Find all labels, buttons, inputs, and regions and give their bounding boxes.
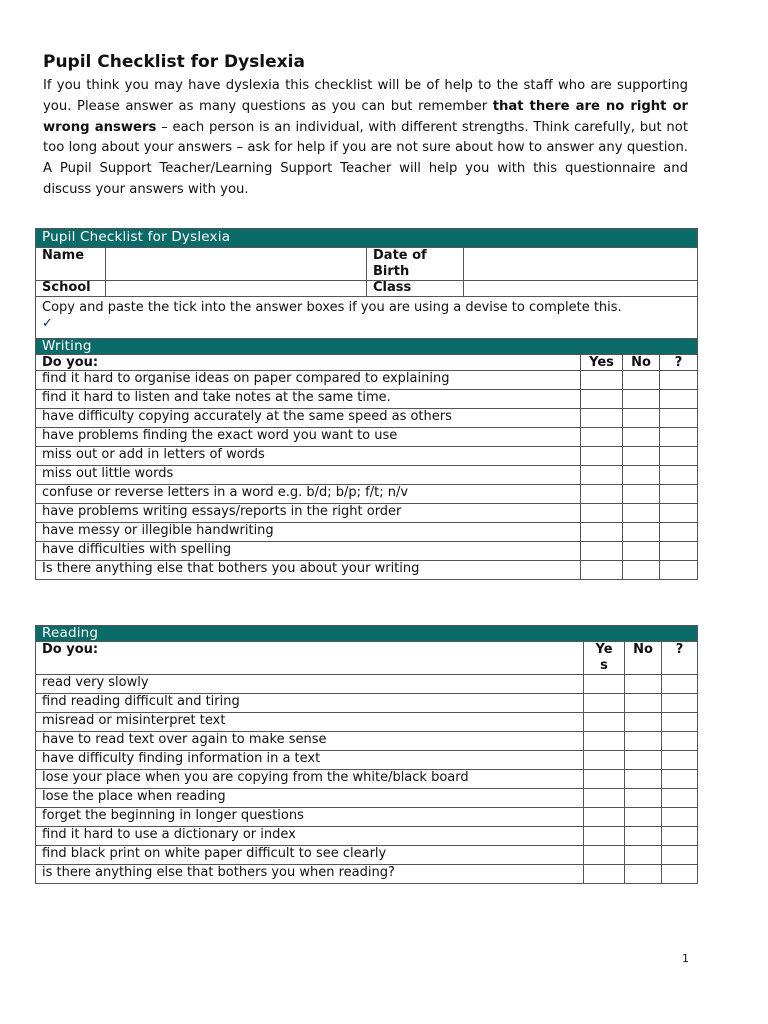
writing-yes-answer-box[interactable] xyxy=(581,542,623,561)
reading-no-answer-box[interactable] xyxy=(625,827,662,846)
writing-yes-answer-box[interactable] xyxy=(581,390,623,409)
school-label: School xyxy=(36,281,106,297)
reading-no-header: No xyxy=(625,642,662,675)
reading-question-text: forget the beginning in longer questions xyxy=(36,808,584,827)
writing-no-answer-box[interactable] xyxy=(623,390,660,409)
writing-no-answer-box[interactable] xyxy=(623,542,660,561)
writing-section-title: Writing xyxy=(36,339,698,355)
writing-unsure-answer-box[interactable] xyxy=(660,542,698,561)
writing-question-row xyxy=(36,371,698,390)
writing-unsure-answer-box[interactable] xyxy=(660,371,698,390)
dob-field[interactable] xyxy=(464,248,698,281)
writing-unsure-answer-box[interactable] xyxy=(660,561,698,580)
school-class-row xyxy=(36,281,698,297)
page-number: 1 xyxy=(682,952,689,965)
reading-question-row xyxy=(36,732,698,751)
writing-question-row xyxy=(36,428,698,447)
reading-no-answer-box[interactable] xyxy=(625,713,662,732)
writing-question-header: Do you: xyxy=(36,355,581,371)
reading-unsure-answer-box[interactable] xyxy=(662,770,698,789)
reading-yes-header: Yes xyxy=(584,642,625,675)
reading-unsure-answer-box[interactable] xyxy=(662,675,698,694)
reading-yes-answer-box[interactable] xyxy=(584,789,625,808)
writing-no-answer-box[interactable] xyxy=(623,523,660,542)
instruction-text: Copy and paste the tick into the answer boxes if you are using a devise to complete this. xyxy=(42,300,622,315)
writing-header-row xyxy=(36,355,698,371)
reading-question-row xyxy=(36,675,698,694)
writing-unsure-header: ? xyxy=(660,355,698,371)
reading-question-header: Do you: xyxy=(36,642,584,675)
reading-unsure-answer-box[interactable] xyxy=(662,694,698,713)
school-field[interactable] xyxy=(106,281,367,297)
reading-question-row xyxy=(36,789,698,808)
reading-question-row xyxy=(36,713,698,732)
reading-question-row xyxy=(36,751,698,770)
writing-no-answer-box[interactable] xyxy=(623,504,660,523)
reading-question-row xyxy=(36,865,698,884)
writing-question-row xyxy=(36,409,698,428)
reading-question-text: lose your place when you are copying from the white/black board xyxy=(36,770,584,789)
name-field[interactable] xyxy=(106,248,367,281)
writing-yes-answer-box[interactable] xyxy=(581,504,623,523)
instruction-row xyxy=(36,297,698,339)
reading-unsure-answer-box[interactable] xyxy=(662,846,698,865)
writing-yes-header: Yes xyxy=(581,355,623,371)
class-field[interactable] xyxy=(464,281,698,297)
writing-no-answer-box[interactable] xyxy=(623,561,660,580)
reading-unsure-answer-box[interactable] xyxy=(662,789,698,808)
writing-unsure-answer-box[interactable] xyxy=(660,504,698,523)
reading-question-row xyxy=(36,827,698,846)
reading-question-row xyxy=(36,694,698,713)
reading-question-text: have difficulty finding information in a text xyxy=(36,751,584,770)
reading-header-row xyxy=(36,642,698,675)
reading-no-answer-box[interactable] xyxy=(625,694,662,713)
writing-unsure-answer-box[interactable] xyxy=(660,390,698,409)
reading-unsure-answer-box[interactable] xyxy=(662,732,698,751)
writing-question-row xyxy=(36,504,698,523)
form-header: Pupil Checklist for Dyslexia xyxy=(36,229,698,248)
reading-no-answer-box[interactable] xyxy=(625,789,662,808)
reading-yes-answer-box[interactable] xyxy=(584,827,625,846)
reading-checklist-table xyxy=(35,625,698,884)
reading-question-row xyxy=(36,808,698,827)
writing-unsure-answer-box[interactable] xyxy=(660,523,698,542)
reading-no-answer-box[interactable] xyxy=(625,846,662,865)
writing-question-text: confuse or reverse letters in a word e.g. b/d; b/p; f/t; n/v xyxy=(36,485,581,504)
writing-question-text: Is there anything else that bothers you about your writing xyxy=(36,561,581,580)
writing-unsure-answer-box[interactable] xyxy=(660,447,698,466)
writing-question-text: have problems writing essays/reports in the right order xyxy=(36,504,581,523)
writing-no-answer-box[interactable] xyxy=(623,428,660,447)
writing-unsure-answer-box[interactable] xyxy=(660,466,698,485)
writing-question-row xyxy=(36,523,698,542)
writing-question-row xyxy=(36,561,698,580)
writing-question-row xyxy=(36,466,698,485)
writing-yes-answer-box[interactable] xyxy=(581,428,623,447)
reading-unsure-answer-box[interactable] xyxy=(662,827,698,846)
writing-unsure-answer-box[interactable] xyxy=(660,485,698,504)
name-label: Name xyxy=(36,248,106,281)
reading-question-text: find reading difficult and tiring xyxy=(36,694,584,713)
reading-no-answer-box[interactable] xyxy=(625,808,662,827)
intro-text-2: – each person is an individual, with different strengths. Think carefully, but not too long about your answers – ask for help if you are not sure about how to answer any question. A Pupil Support Teacher/Learning Support Teacher will help you with this questionnaire and discuss your answers with you. xyxy=(43,119,688,197)
writing-question-row xyxy=(36,390,698,409)
document-title: Pupil Checklist for Dyslexia xyxy=(43,52,305,72)
reading-question-text: have to read text over again to make sense xyxy=(36,732,584,751)
writing-checklist-table xyxy=(35,228,698,580)
writing-no-answer-box[interactable] xyxy=(623,409,660,428)
reading-band-row xyxy=(36,626,698,642)
reading-question-text: misread or misinterpret text xyxy=(36,713,584,732)
reading-unsure-header: ? xyxy=(662,642,698,675)
writing-yes-answer-box[interactable] xyxy=(581,447,623,466)
intro-text-1: If you think you may have dyslexia this checklist will be of help to the staff who are supporting you. Please answer as many questions as you can but remember xyxy=(43,78,688,114)
writing-question-text: have problems finding the exact word you want to use xyxy=(36,428,581,447)
reading-question-row xyxy=(36,770,698,789)
writing-no-answer-box[interactable] xyxy=(623,485,660,504)
writing-yes-answer-box[interactable] xyxy=(581,466,623,485)
writing-no-answer-box[interactable] xyxy=(623,371,660,390)
reading-question-text: lose the place when reading xyxy=(36,789,584,808)
writing-question-text: have difficulties with spelling xyxy=(36,542,581,561)
reading-question-row xyxy=(36,846,698,865)
writing-yes-answer-box[interactable] xyxy=(581,561,623,580)
writing-rows xyxy=(36,371,698,580)
writing-question-text: have messy or illegible handwriting xyxy=(36,523,581,542)
writing-unsure-answer-box[interactable] xyxy=(660,428,698,447)
writing-yes-answer-box[interactable] xyxy=(581,409,623,428)
reading-yes-answer-box[interactable] xyxy=(584,713,625,732)
reading-no-answer-box[interactable] xyxy=(625,865,662,884)
writing-question-row xyxy=(36,542,698,561)
reading-yes-answer-box[interactable] xyxy=(584,694,625,713)
intro-emphasis: that there are no right or wrong answers xyxy=(43,98,689,135)
reading-yes-answer-box[interactable] xyxy=(584,770,625,789)
writing-yes-answer-box[interactable] xyxy=(581,485,623,504)
reading-unsure-answer-box[interactable] xyxy=(662,865,698,884)
reading-question-text: read very slowly xyxy=(36,675,584,694)
writing-yes-answer-box[interactable] xyxy=(581,371,623,390)
form-header-row xyxy=(36,229,698,248)
name-dob-row xyxy=(36,248,698,281)
reading-question-text: find black print on white paper difficult to see clearly xyxy=(36,846,584,865)
reading-yes-answer-box[interactable] xyxy=(584,675,625,694)
writing-question-text: miss out or add in letters of words xyxy=(36,447,581,466)
reading-yes-answer-box[interactable] xyxy=(584,865,625,884)
reading-unsure-answer-box[interactable] xyxy=(662,751,698,770)
reading-yes-answer-box[interactable] xyxy=(584,846,625,865)
writing-unsure-answer-box[interactable] xyxy=(660,409,698,428)
reading-section-title: Reading xyxy=(36,626,698,642)
dob-label: Date of Birth xyxy=(367,248,464,281)
reading-no-answer-box[interactable] xyxy=(625,751,662,770)
writing-question-text: have difficulty copying accurately at the same speed as others xyxy=(36,409,581,428)
reading-no-answer-box[interactable] xyxy=(625,732,662,751)
reading-yes-answer-box[interactable] xyxy=(584,751,625,770)
writing-no-header: No xyxy=(623,355,660,371)
tick-icon[interactable]: ✓ xyxy=(42,316,53,331)
intro-paragraph xyxy=(43,76,688,201)
writing-question-row xyxy=(36,447,698,466)
class-label: Class xyxy=(367,281,464,297)
writing-question-text: find it hard to listen and take notes at the same time. xyxy=(36,390,581,409)
writing-no-answer-box[interactable] xyxy=(623,447,660,466)
reading-rows xyxy=(36,675,698,884)
writing-question-text: miss out little words xyxy=(36,466,581,485)
reading-no-answer-box[interactable] xyxy=(625,675,662,694)
reading-unsure-answer-box[interactable] xyxy=(662,808,698,827)
writing-yes-answer-box[interactable] xyxy=(581,523,623,542)
writing-question-row xyxy=(36,485,698,504)
reading-question-text: find it hard to use a dictionary or index xyxy=(36,827,584,846)
writing-no-answer-box[interactable] xyxy=(623,466,660,485)
reading-no-answer-box[interactable] xyxy=(625,770,662,789)
reading-unsure-answer-box[interactable] xyxy=(662,713,698,732)
reading-question-text: is there anything else that bothers you when reading? xyxy=(36,865,584,884)
instruction-cell xyxy=(36,297,698,339)
reading-yes-answer-box[interactable] xyxy=(584,808,625,827)
writing-band-row xyxy=(36,339,698,355)
writing-question-text: find it hard to organise ideas on paper compared to explaining xyxy=(36,371,581,390)
reading-yes-answer-box[interactable] xyxy=(584,732,625,751)
